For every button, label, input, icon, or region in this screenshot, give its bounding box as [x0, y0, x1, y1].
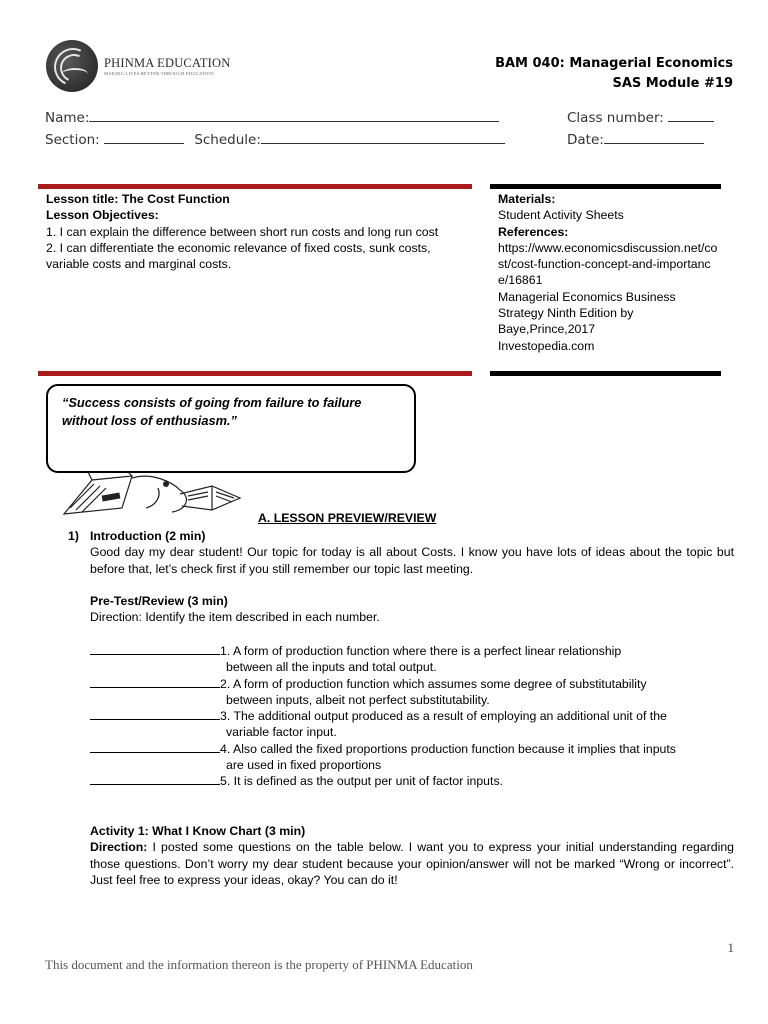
schedule-field[interactable] — [261, 130, 505, 144]
activity-heading: Activity 1: What I Know Chart (3 min) — [90, 824, 306, 838]
schedule-label: Schedule: — [194, 132, 261, 148]
bottom-black-divider — [490, 371, 721, 376]
page-number: 1 — [727, 940, 734, 955]
item-text: 4. Also called the fixed proportions production function because it implies that inputs — [220, 741, 676, 756]
item-text-cont: variable factor input. — [226, 725, 337, 740]
item-text-cont: are used in fixed proportions — [226, 758, 382, 773]
quote-box: “Success consists of going from failure to failure without loss of enthusiasm.” — [46, 384, 416, 473]
pretest-item — [90, 773, 734, 789]
activity-direction-label: Direction: — [90, 840, 148, 855]
reference-link[interactable]: https://www.economicsdiscussion.net/cost/cost-function-concept-and-importance/16861 — [498, 240, 718, 288]
footer-notice: This document and the information thereon is the property of PHINMA Education — [45, 957, 473, 972]
materials-text: Student Activity Sheets — [498, 208, 624, 223]
logo-tagline: MAKING LIVES BETTER THROUGH EDUCATION — [104, 71, 214, 76]
pretest-direction: Direction: Identify the item described in each number. — [90, 610, 380, 625]
course-header — [495, 54, 733, 94]
pretest-item — [90, 676, 734, 709]
answer-blank[interactable] — [90, 742, 220, 753]
item-text: 3. The additional output produced as a result of employing an additional unit of the — [220, 709, 667, 724]
item-text: 5. It is defined as the output per unit of factor inputs. — [220, 774, 504, 789]
top-red-divider — [38, 184, 472, 189]
date-label: Date: — [567, 132, 604, 148]
pretest-items — [90, 643, 734, 790]
activity-direction — [90, 839, 734, 888]
materials-label: Materials: — [498, 192, 556, 206]
item-text: 2. A form of production function which assumes some degree of substitutability — [220, 676, 647, 691]
module-number: SAS Module #19 — [612, 76, 733, 91]
section-field[interactable] — [104, 130, 184, 144]
logo-emblem-icon — [46, 40, 98, 92]
pretest-item — [90, 643, 734, 676]
phinma-logo — [46, 40, 256, 96]
answer-blank[interactable] — [90, 709, 220, 720]
section-heading: A. LESSON PREVIEW/REVIEW — [258, 511, 437, 525]
answer-blank[interactable] — [90, 774, 220, 785]
lesson-block — [46, 191, 466, 272]
date-field[interactable] — [604, 130, 704, 144]
intro-heading — [68, 528, 734, 544]
item-text-cont: between all the inputs and total output. — [226, 660, 437, 675]
reference-item: Managerial Economics Business Strategy Ninth Edition by Baye,Prince,2017 — [498, 289, 676, 337]
item-text-cont: between inputs, albeit not perfect substitutability. — [226, 692, 490, 707]
intro-heading-text: Introduction (2 min) — [90, 529, 206, 543]
class-number-field[interactable] — [668, 108, 714, 122]
reference-item: Investopedia.com — [498, 338, 595, 353]
bottom-red-divider — [38, 371, 472, 376]
section-label: Section: — [45, 132, 100, 148]
references-label: References: — [498, 224, 569, 239]
pretest-heading: Pre-Test/Review (3 min) — [90, 593, 228, 608]
activity-direction-text: I posted some questions on the table below. I want you to express your initial understanding regarding those questions. Don’t worry my dear student because your opinion/answer will not be marked “Wrong or incorrect”. Just feel free to express your ideas, okay? You can do it! — [90, 840, 734, 887]
intro-text: Good day my dear student! Our topic for today is all about Costs. I know you have lots of ideas about the topic but before that, let’s check first if you still remember our topic last meeting. — [90, 545, 734, 576]
answer-blank[interactable] — [90, 644, 220, 655]
logo-name: PHINMA EDUCATION — [104, 56, 231, 70]
item-text: 1. A form of production function where there is a perfect linear relationship — [220, 644, 622, 658]
materials-block — [498, 191, 720, 354]
name-field[interactable] — [89, 108, 499, 122]
lesson-title: Lesson title: The Cost Function — [46, 192, 230, 206]
objectives-label: Lesson Objectives: — [46, 208, 159, 223]
class-number-label: Class number: — [567, 110, 664, 126]
pretest-item — [90, 741, 734, 774]
activity-block — [90, 823, 734, 888]
answer-blank[interactable] — [90, 677, 220, 688]
course-title: BAM 040: Managerial Economics — [495, 56, 733, 71]
name-label: Name: — [45, 110, 90, 126]
lesson-content — [68, 528, 734, 625]
objective-item: 2. I can differentiate the economic relevance of fixed costs, sunk costs, variable costs and marginal costs. — [46, 240, 431, 272]
pretest-item — [90, 708, 734, 741]
intro-number: 1) — [68, 529, 79, 543]
top-black-divider — [490, 184, 721, 189]
student-studying-illustration — [62, 468, 242, 516]
objective-item: 1. I can explain the difference between short run costs and long run cost — [46, 224, 439, 239]
